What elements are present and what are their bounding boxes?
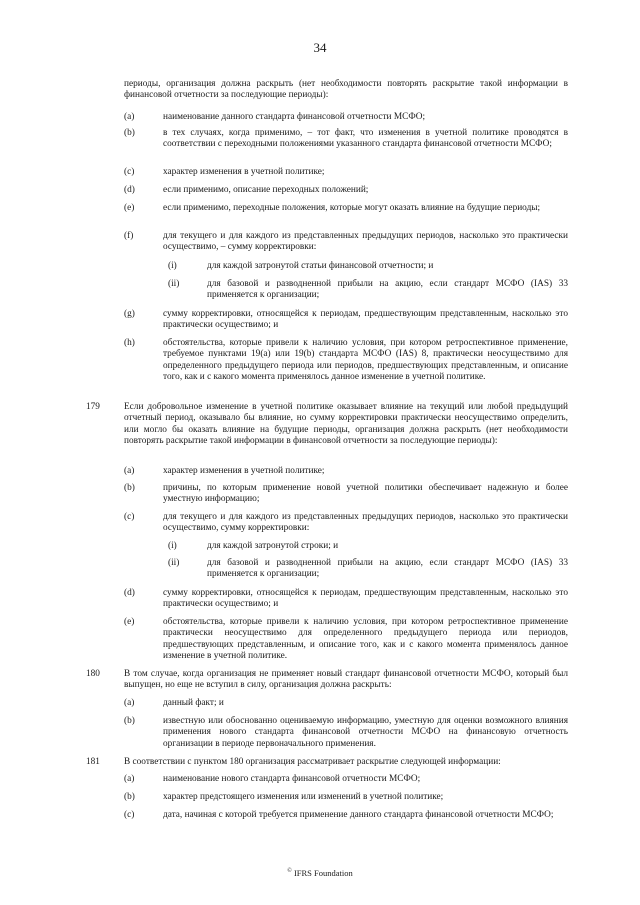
list-item-text: для текущего и для каждого из представленных предыдущих периодов, насколько это практически осуществимо, – сумму корректировки: [163, 231, 568, 253]
list-item-text: наименование данного стандарта финансовой отчетности МСФО; [163, 112, 426, 122]
paragraph-number: 180 [86, 669, 100, 679]
list-item-label: (a) [124, 466, 135, 476]
page-number: 34 [313, 40, 327, 55]
sub-item-text: для каждой затронутой статьи финансовой отчетности; и [207, 261, 434, 271]
sub-item-label: (ii) [168, 279, 180, 289]
list-item-label: (b) [124, 792, 135, 802]
list-item-text: наименование нового стандарта финансовой отчетности МСФО; [163, 774, 421, 784]
sub-item-label: (ii) [168, 558, 180, 568]
paragraph-180: В том случае, когда организация не применяет новый стандарт финансовой отчетности МСФО, который был выпущен, но еще не вступил в силу, организация должна раскрыть: [124, 669, 568, 691]
list-item-label: (a) [124, 698, 135, 708]
list-item-label: (b) [124, 716, 135, 726]
list-item-label: (g) [124, 309, 135, 319]
list-item-label: (e) [124, 203, 135, 213]
list-item-text: сумму корректировки, относящейся к периодам, предшествующим представленным, насколько это практически осуществимо; и [163, 309, 568, 331]
sub-item-label: (i) [168, 541, 177, 551]
footer-org: IFRS Foundation [293, 868, 353, 878]
list-item-text: обстоятельства, которые привели к наличию условия, при котором ретроспективное применение, требуемое пунктами 19(a) или 19(b) стандарта МСФО (IAS) 8, практически неосуществимо для определенного предыдущего периода или периодов, предшествующих представленным, и описание того, как и с какого момента применялось данное изменение в учетной политике. [163, 338, 568, 382]
list-item-label: (b) [124, 483, 135, 493]
intro-paragraph: периоды, организация должна раскрыть (нет необходимости повторять раскрытие такой информации в финансовой отчетности за последующие периоды): [124, 79, 568, 101]
list-item-text: если применимо, описание переходных положений; [163, 185, 369, 195]
list-item-text: в тех случаях, когда применимо, – тот факт, что изменения в учетной политике проводятся в соответствии с переходными положениями указанного стандарта финансовой отчетности МСФО; [163, 128, 568, 150]
list-item-label: (d) [124, 588, 135, 598]
list-item-text: дата, начиная с которой требуется применение данного стандарта финансовой отчетности МСФО; [163, 810, 554, 820]
list-item-text: характер изменения в учетной политике; [163, 466, 325, 476]
sub-item-text: для базовой и разводненной прибыли на акцию, если стандарт МСФО (IAS) 33 применяется к организации; [207, 279, 568, 301]
paragraph-number: 179 [86, 402, 100, 412]
copyright-mark: © [287, 868, 292, 875]
list-item-text: данный факт; и [163, 698, 224, 708]
paragraph-number: 181 [86, 757, 100, 767]
list-item-label: (e) [124, 617, 135, 627]
page-footer [0, 868, 640, 878]
list-item-label: (c) [124, 512, 135, 522]
list-item-text: сумму корректировки, относящейся к периодам, предшествующим представленным, насколько это практически осуществимо; и [163, 588, 568, 610]
paragraph-181: В соответствии с пунктом 180 организация рассматривает раскрытие следующей информации: [124, 757, 501, 767]
list-item-label: (a) [124, 112, 135, 122]
paragraph-179: Если добровольное изменение в учетной политике оказывает влияние на текущий или любой предыдущий отчетный период, оказывало бы влияние, но сумму корректировки практически неосуществимо определить, или могло бы оказать влияние на будущие периоды, организация должна раскрыть (нет необходимости повторять раскрытие такой информации в финансовой отчетности за последующие периоды): [124, 402, 568, 446]
list-item-text: обстоятельства, которые привели к наличию условия, при котором ретроспективное применение практически неосуществимо для определенного предыдущего периода или периодов, предшествующих представленным, и описание того, как и с какого момента применялось данное изменение в учетной политике. [163, 617, 568, 661]
list-item-text: известную или обоснованно оцениваемую информацию, уместную для оценки возможного влияния применения нового стандарта финансовой отчетности МСФО на финансовую отчетность организации в периоде первоначального применения. [163, 716, 568, 749]
list-item-text: характер изменения в учетной политике; [163, 167, 325, 177]
list-item-label: (d) [124, 185, 135, 195]
list-item-label: (c) [124, 810, 135, 820]
list-item-text: характер предстоящего изменения или изменений в учетной политике; [163, 792, 444, 802]
list-item-label: (h) [124, 338, 135, 348]
list-item-text: если применимо, переходные положения, которые могут оказать влияние на будущие периоды; [163, 203, 541, 213]
sub-item-label: (i) [168, 261, 177, 271]
list-item-label: (a) [124, 774, 135, 784]
sub-item-text: для каждой затронутой строки; и [207, 541, 339, 551]
list-item-label: (b) [124, 128, 135, 138]
sub-item-text: для базовой и разводненной прибыли на акцию, если стандарт МСФО (IAS) 33 применяется к организации; [207, 558, 568, 580]
list-item-label: (f) [124, 231, 134, 241]
list-item-text: для текущего и для каждого из представленных предыдущих периодов, насколько это практически осуществимо, сумму корректировки: [163, 512, 568, 534]
list-item-label: (c) [124, 167, 135, 177]
list-item-text: причины, по которым применение новой учетной политики обеспечивает надежную и более уместную информацию; [163, 483, 568, 505]
